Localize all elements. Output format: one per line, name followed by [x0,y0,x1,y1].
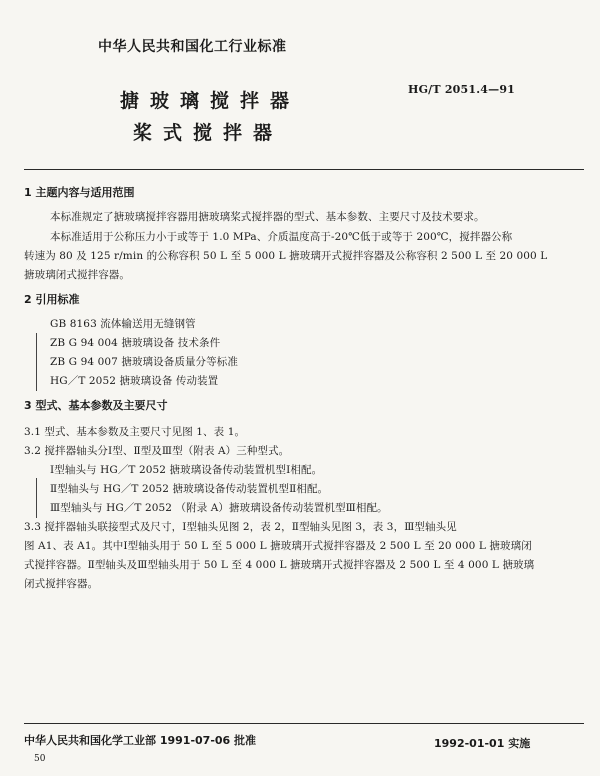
clause-3-3-line-3: 式搅拌容器。Ⅱ型轴头及Ⅲ型轴头用于 50 L 至 4 000 L 搪玻璃开式搅拌容器及 2 500 L 至 4 000 L 搪玻璃 [24,559,535,571]
section-3-heading: 3 型式、基本参数及主要尺寸 [24,399,168,412]
clause-3-3-line-4: 闭式搅拌容器。 [24,578,99,590]
clause-3-3-line-2: 图 A1、表 A1。其中Ⅰ型轴头用于 50 L 至 5 000 L 搪玻璃开式搅拌容器及 2 500 L 至 20 000 L 搪玻璃闭 [24,540,532,552]
revision-bar [36,478,37,518]
clause-3-3-line-1: 3.3 搅拌器轴头联接型式及尺寸，Ⅰ型轴头见图 2，表 2，Ⅱ型轴头见图 3，表 3，Ⅲ型轴头见 [24,521,457,533]
revision-bar [36,333,37,391]
section-1-heading: 1 主题内容与适用范围 [24,186,135,199]
header-divider [24,169,584,170]
clause-3-2-type-2: Ⅱ型轴头与 HG／T 2052 搪玻璃设备传动装置机型Ⅱ相配。 [50,483,329,495]
footer-divider [24,723,584,724]
reference-item: ZB G 94 004 搪玻璃设备 技术条件 [50,337,221,349]
reference-item: HG／T 2052 搪玻璃设备 传动装置 [50,375,219,387]
document-title-sub: 桨式搅拌器 [133,122,284,144]
section-1-paragraph-2-line-2: 转速为 80 及 125 r/min 的公称容积 50 L 至 5 000 L 搪玻璃开式搅拌容器及公称容积 2 500 L 至 20 000 L [24,250,548,262]
section-2-heading: 2 引用标准 [24,293,80,306]
section-1-paragraph-2-line-1: 本标准适用于公称压力小于或等于 1.0 MPa、介质温度高于-20℃低于或等于 200℃，搅拌器公称 [50,231,513,243]
clause-3-2-type-1: Ⅰ型轴头与 HG／T 2052 搪玻璃设备传动装置机型Ⅰ相配。 [50,464,323,476]
section-1-paragraph-2-line-3: 搪玻璃闭式搅拌容器。 [24,269,130,281]
standard-org-header: 中华人民共和国化工行业标准 [98,39,287,55]
clause-3-1: 3.1 型式、基本参数及主要尺寸见图 1、表 1。 [24,426,246,438]
clause-3-2-type-3: Ⅲ型轴头与 HG／T 2052 （附录 A）搪玻璃设备传动装置机型Ⅲ相配。 [50,502,388,514]
section-1-paragraph-1: 本标准规定了搪玻璃搅拌容器用搪玻璃桨式搅拌器的型式、基本参数、主要尺寸及技术要求。 [50,211,485,223]
page-number: 50 [34,754,46,764]
effective-date: 1992-01-01 实施 [434,737,531,750]
approval-statement: 中华人民共和国化学工业部 1991-07-06 批准 [24,734,257,747]
clause-3-2: 3.2 搅拌器轴头分Ⅰ型、Ⅱ型及Ⅲ型（附表 A）三种型式。 [24,445,290,457]
document-title-main: 搪玻璃搅拌器 [120,90,301,112]
standard-number: HG/T 2051.4—91 [408,83,516,96]
reference-item: ZB G 94 007 搪玻璃设备质量分等标准 [50,356,238,368]
reference-item: GB 8163 流体输送用无缝钢管 [50,318,196,330]
